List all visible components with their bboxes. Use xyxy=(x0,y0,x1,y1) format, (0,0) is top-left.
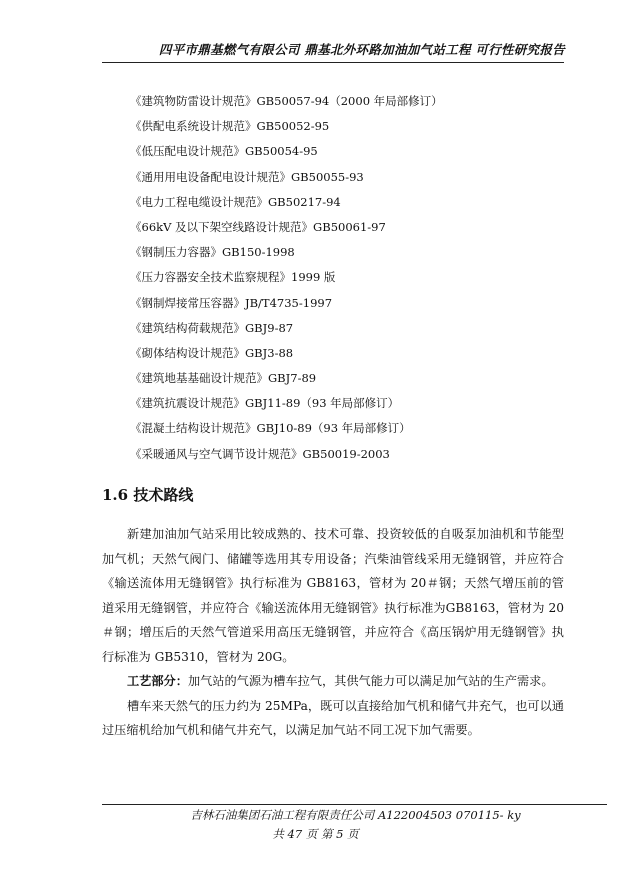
reference-item: 《建筑抗震设计规范》GBJ11-89（93 年局部修订） xyxy=(130,396,400,411)
section-body xyxy=(102,522,564,743)
reference-item: 《混凝土结构设计规范》GBJ10-89（93 年局部修订） xyxy=(130,421,411,436)
reference-item: 《电力工程电缆设计规范》GB50217-94 xyxy=(130,194,341,209)
page-header: 四平市鼎基燃气有限公司 鼎基北外环路加油加气站工程 可行性研究报告 xyxy=(158,42,565,57)
page-number: 共 47 页 第 5 页 xyxy=(272,827,359,841)
reference-item: 《采暖通风与空气调节设计规范》GB50019-2003 xyxy=(130,446,390,461)
reference-item: 《钢制焊接常压容器》JB/T4735-1997 xyxy=(130,295,333,310)
reference-list xyxy=(130,92,570,470)
reference-item: 《钢制压力容器》GB150-1998 xyxy=(130,245,295,260)
reference-item: 《压力容器安全技术监察规程》1999 版 xyxy=(130,270,336,285)
reference-item: 《砌体结构设计规范》GBJ3-88 xyxy=(130,345,294,360)
footer-company: 吉林石油集团石油工程有限责任公司 A122004503 070115- ky xyxy=(190,808,521,822)
section-title: 1.6 技术路线 xyxy=(102,486,194,504)
paragraph-lead: 工艺部分： xyxy=(127,674,188,688)
paragraph: 槽车来天然气的压力约为 25MPa，既可以直接给加气机和储气井充气，也可以通过压缩机给加气机和储气井充气，以满足加气站不同工况下加气需要。 xyxy=(102,698,564,737)
paragraph: 新建加油加气站采用比较成熟的、技术可靠、投资较低的自吸泵加油机和节能型加气机；天然气阀门、储罐等选用其专用设备；汽柴油管线采用无缝钢管，并应符合《输送流体用无缝钢管》执行标准为 GB8163，管材为 20＃钢；天然气增压前的管道采用无缝钢管，并应符合《输送流体用无缝钢管》执行标准为GB8163，管材为 20＃钢；增压后的天然气管道采用高压无缝钢管，并应符合《高压锅炉用无缝钢管》执行标准为 GB5310，管材为 20G。 xyxy=(102,527,564,664)
paragraph-text: 加气站的气源为槽车拉气，其供气能力可以满足加气站的生产需求。 xyxy=(187,674,554,688)
reference-item: 《建筑结构荷载规范》GBJ9-87 xyxy=(130,320,294,335)
reference-item: 《低压配电设计规范》GB50054-95 xyxy=(130,144,318,159)
paragraph xyxy=(102,669,564,694)
header-divider xyxy=(102,62,564,63)
reference-item: 《建筑地基基础设计规范》GBJ7-89 xyxy=(130,371,317,386)
reference-item: 《通用用电设备配电设计规范》GB50055-93 xyxy=(130,169,364,184)
footer-divider xyxy=(102,804,607,805)
reference-item: 《供配电系统设计规范》GB50052-95 xyxy=(130,119,330,134)
reference-item: 《建筑物防雷设计规范》GB50057-94（2000 年局部修订） xyxy=(130,94,443,108)
reference-item: 《66kV 及以下架空线路设计规范》GB50061-97 xyxy=(130,219,386,234)
